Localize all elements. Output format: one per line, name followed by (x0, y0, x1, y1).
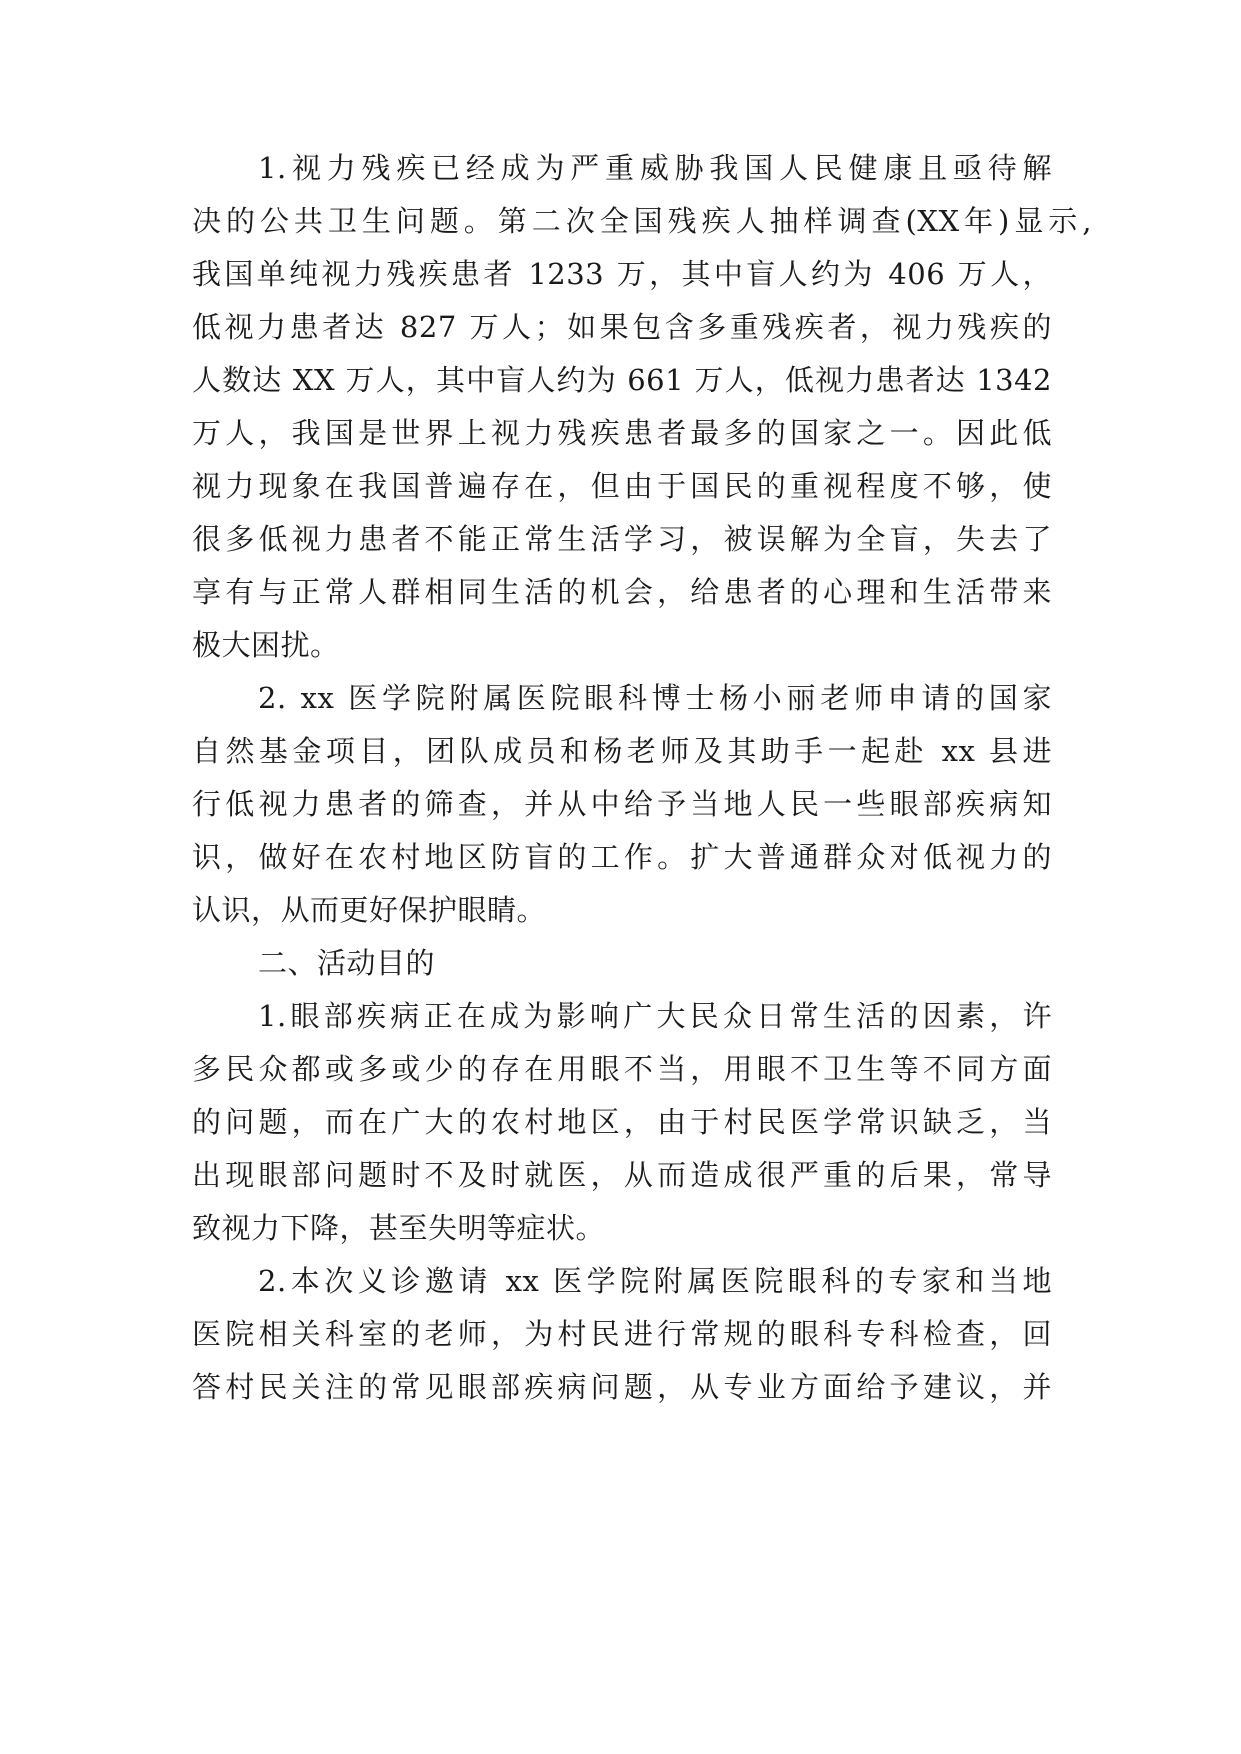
paragraph-1-line-10: 极大困扰。 (192, 628, 340, 662)
paragraph-3-line-5: 致视力下降，甚至失明等症状。 (192, 1211, 606, 1245)
paragraph-4-line-2: 医院相关科室的老师，为村民进行常规的眼科专科检查，回 (192, 1317, 1052, 1351)
paragraph-3-line-1: 1.眼部疾病正在成为影响广大民众日常生活的因素，许 (258, 999, 1052, 1033)
paragraph-4-line-1: 2.本次义诊邀请 xx 医学院附属医院眼科的专家和当地 (258, 1264, 1052, 1298)
paragraph-1-line-5: 人数达 XX 万人，其中盲人约为 661 万人，低视力患者达 1342 (192, 363, 1052, 397)
paragraph-3-line-3: 的问题，而在广大的农村地区，由于村民医学常识缺乏，当 (192, 1105, 1052, 1139)
paragraph-2-line-4: 识，做好在农村地区防盲的工作。扩大普通群众对低视力的 (192, 840, 1052, 874)
paragraph-3-line-4: 出现眼部问题时不及时就医，从而造成很严重的后果，常导 (192, 1158, 1052, 1192)
paragraph-1-line-2: 决的公共卫生问题。第二次全国残疾人抽样调查(XX年)显示, (192, 204, 1092, 238)
section-heading: 二、活动目的 (258, 946, 436, 980)
paragraph-1-line-4: 低视力患者达 827 万人；如果包含多重残疾者，视力残疾的 (192, 310, 1052, 344)
paragraph-1-line-3: 我国单纯视力残疾患者 1233 万，其中盲人约为 406 万人， (192, 257, 1052, 291)
paragraph-1-line-9: 享有与正常人群相同生活的机会，给患者的心理和生活带来 (192, 575, 1052, 609)
paragraph-1-line-7: 视力现象在我国普遍存在，但由于国民的重视程度不够，使 (192, 469, 1052, 503)
paragraph-2-line-3: 行低视力患者的筛查，并从中给予当地人民一些眼部疾病知 (192, 787, 1052, 821)
paragraph-3-line-2: 多民众都或多或少的存在用眼不当，用眼不卫生等不同方面 (192, 1052, 1052, 1086)
paragraph-1-line-8: 很多低视力患者不能正常生活学习，被误解为全盲，失去了 (192, 522, 1052, 556)
paragraph-4-line-3: 答村民关注的常见眼部疾病问题，从专业方面给予建议，并 (192, 1370, 1052, 1404)
paragraph-1-line-6: 万人，我国是世界上视力残疾患者最多的国家之一。因此低 (192, 416, 1052, 450)
paragraph-1-line-1: 1.视力残疾已经成为严重威胁我国人民健康且亟待解 (258, 151, 1052, 185)
paragraph-2-line-2: 自然基金项目，团队成员和杨老师及其助手一起赴 xx 县进 (192, 734, 1052, 768)
paragraph-2-line-1: 2. xx 医学院附属医院眼科博士杨小丽老师申请的国家 (258, 681, 1052, 715)
paragraph-2-line-5: 认识，从而更好保护眼睛。 (192, 893, 547, 927)
